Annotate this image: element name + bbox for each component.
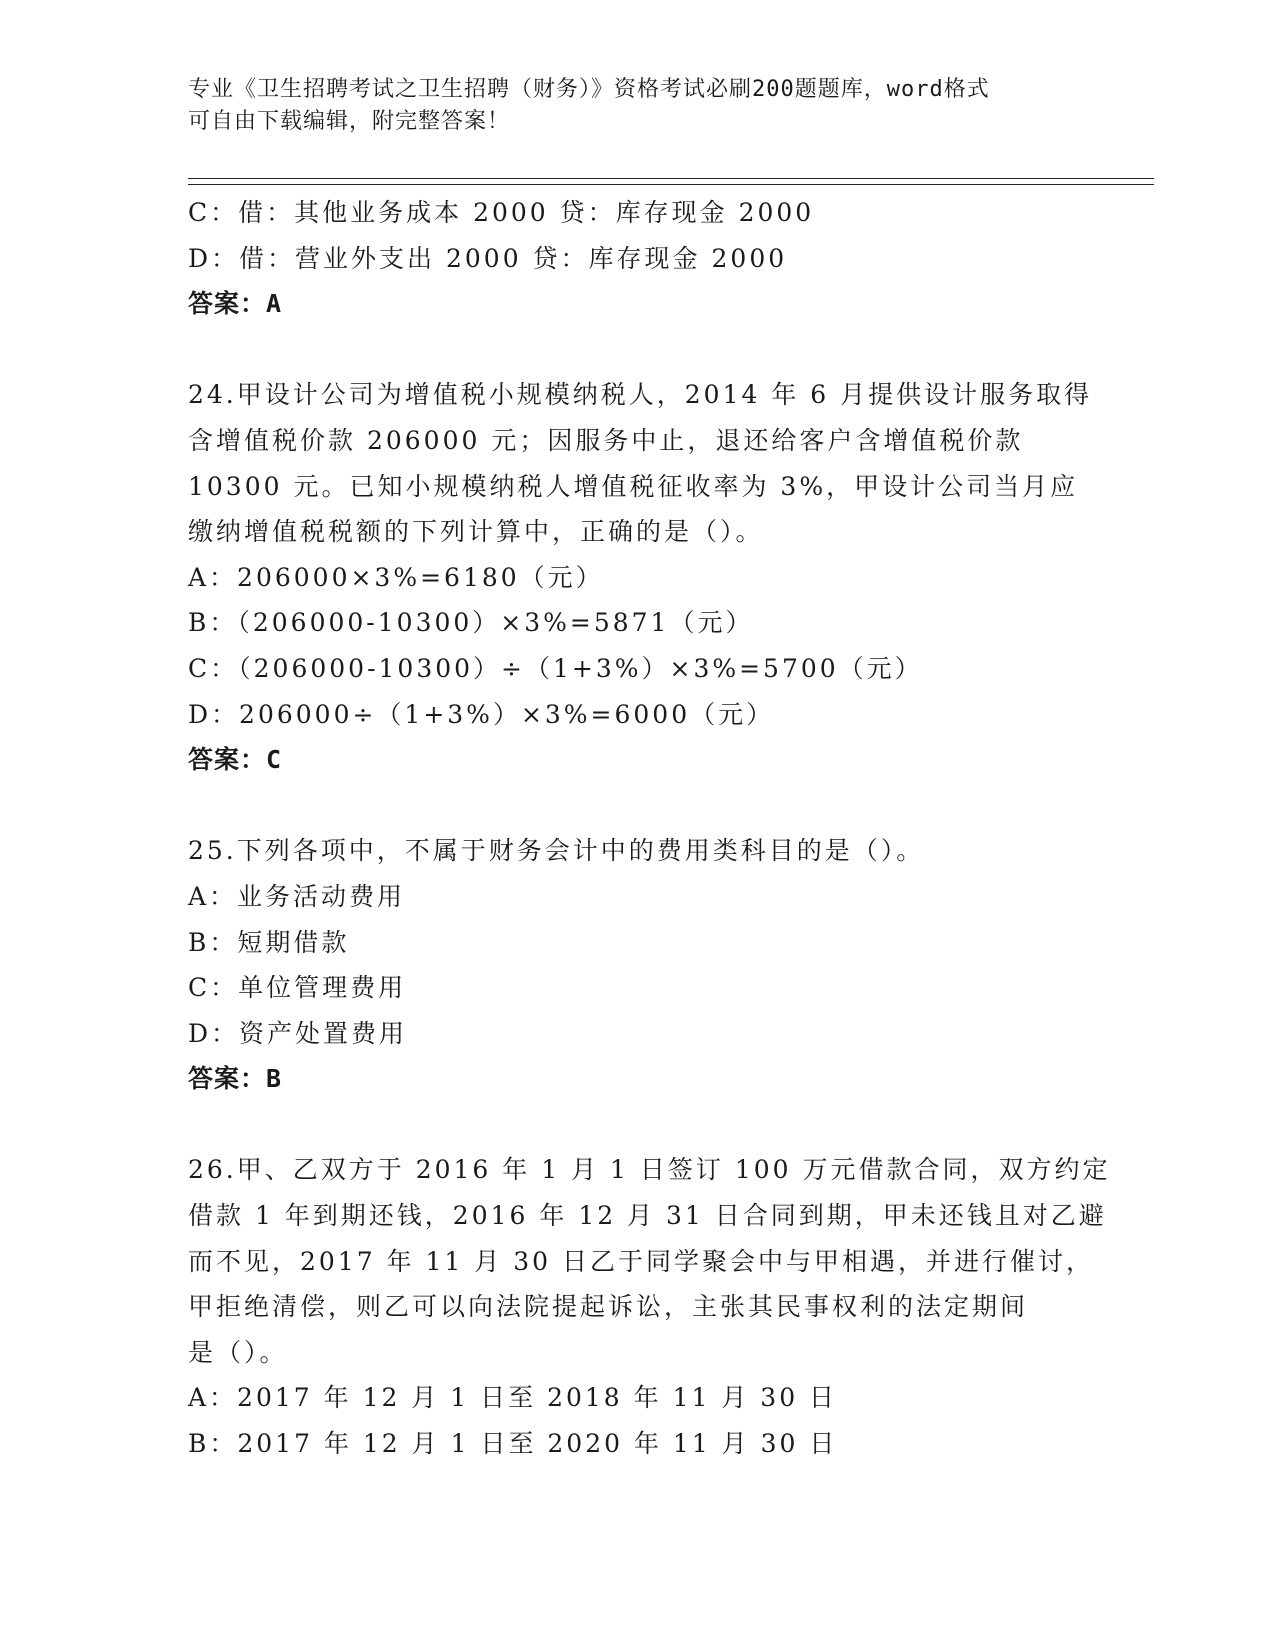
header-title-line-1: 专业《卫生招聘考试之卫生招聘（财务）》资格考试必刷200题题库，word格式 (188, 77, 990, 102)
document-header (188, 74, 1088, 138)
question-stem-line: 24.甲设计公司为增值税小规模纳税人，2014 年 6 月提供设计服务取得 (188, 380, 1093, 410)
question-stem-line: 10300 元。已知小规模纳税人增值税征收率为 3%，甲设计公司当月应 (188, 471, 1079, 501)
header-divider-top (188, 178, 1154, 179)
option-b: B：（206000-10300）×3%=5871（元） (188, 608, 754, 638)
question-26 (188, 1147, 1111, 1466)
option-c: C：借：其他业务成本 2000 贷：库存现金 2000 (188, 198, 815, 227)
question-stem-line: 缴纳增值税税额的下列计算中，正确的是（）。 (188, 517, 764, 547)
option-a: A：206000×3%=6180（元） (188, 562, 604, 592)
option-b: B：短期借款 (188, 927, 350, 957)
spacer (188, 1102, 1088, 1148)
question-stem-line: 而不见，2017 年 11 月 30 日乙于同学聚会中与甲相遇，并进行催讨， (188, 1246, 1094, 1276)
question-stem-line: 26.甲、乙双方于 2016 年 1 月 1 日签订 100 万元借款合同，双方约定 (188, 1155, 1111, 1185)
option-a: A：2017 年 12 月 1 日至 2018 年 11 月 30 日 (188, 1383, 838, 1413)
question-stem-line: 是（）。 (188, 1337, 288, 1367)
question-25 (188, 828, 1088, 1102)
header-divider-bottom (188, 184, 1154, 185)
question-stem-line: 甲拒绝清偿，则乙可以向法院提起诉讼，主张其民事权利的法定期间 (188, 1292, 1029, 1322)
question-stem-line: 借款 1 年到期还钱，2016 年 12 月 31 日合同到期，甲未还钱且对乙避 (188, 1201, 1107, 1231)
question-stem-line: 含增值税价款 206000 元；因服务中止，退还给客户含增值税价款 (188, 425, 1024, 455)
spacer (188, 327, 1088, 373)
answer-line: 答案：C (188, 745, 283, 775)
option-c: C：单位管理费用 (188, 973, 407, 1003)
option-d: D：借：营业外支出 2000 贷：库存现金 2000 (188, 243, 788, 273)
document-body (188, 190, 1111, 1467)
question-24 (188, 372, 1093, 782)
header-title-line-2: 可自由下载编辑，附完整答案！ (188, 109, 511, 134)
option-c: C：（206000-10300）÷（1+3%）×3%=5700（元） (188, 653, 923, 683)
answer-line: 答案：A (188, 289, 283, 319)
option-d: D：206000÷（1+3%）×3%=6000（元） (188, 699, 775, 729)
option-a: A：业务活动费用 (188, 881, 406, 911)
question-stem-line: 25.下列各项中，不属于财务会计中的费用类科目的是（）。 (188, 836, 925, 866)
option-b: B：2017 年 12 月 1 日至 2020 年 11 月 30 日 (188, 1429, 838, 1459)
spacer (188, 783, 1088, 829)
option-d: D：资产处置费用 (188, 1018, 408, 1048)
answer-line: 答案：B (188, 1064, 283, 1094)
question-23-continuation (188, 190, 1088, 327)
